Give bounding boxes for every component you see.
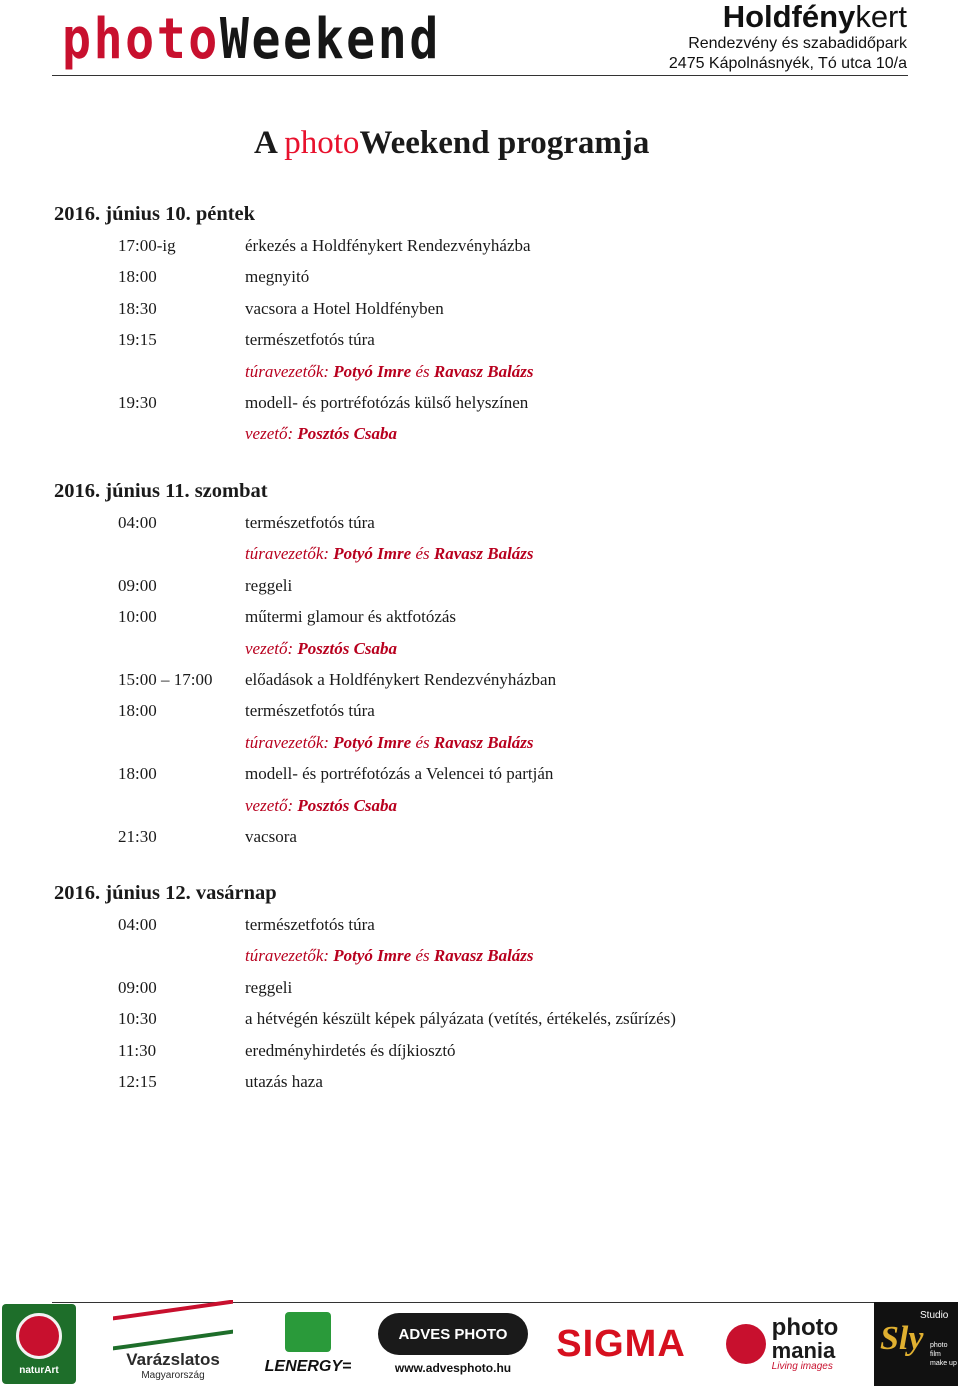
schedule-activity: műtermi glamour és aktfotózás (245, 607, 457, 627)
sponsor-lenergy-logo: LENERGY= (258, 1300, 358, 1388)
venue-tagline: Rendezvény és szabadidőpark (688, 35, 907, 52)
schedule-row (0, 570, 960, 601)
guide-row (0, 356, 960, 387)
guide-name: Posztós Csaba (297, 638, 398, 658)
schedule-activity: érkezés a Holdfénykert Rendezvényházba (245, 236, 531, 255)
sponsor-sigma-logo: SIGMA (556, 1322, 686, 1365)
guide-row (0, 940, 960, 971)
schedule-activity: előadások a Holdfénykert Rendezvényházban (245, 670, 557, 689)
guide-name: Ravasz Balázs (433, 361, 534, 381)
schedule-row (0, 1003, 960, 1034)
schedule-time: 12:15 (118, 1072, 157, 1091)
schedule-row (0, 821, 960, 852)
day-heading: 2016. június 12. vasárnap (54, 882, 277, 904)
schedule-row (0, 601, 960, 632)
venue-name: Holdfénykert (722, 0, 907, 34)
schedule-activity: eredményhirdetés és díjkiosztó (245, 1040, 456, 1060)
guide-label: vezető: (245, 638, 298, 658)
guide-name: Ravasz Balázs (433, 946, 534, 966)
schedule-time: 11:30 (118, 1040, 157, 1060)
schedule-activity: természetfotós túra (245, 330, 375, 350)
schedule-activity: megnyitó (245, 267, 310, 287)
guide-name: Potyó Imre (333, 946, 412, 966)
guide-conjunction: és (411, 544, 434, 564)
guide-label: túravezetők: (245, 544, 334, 564)
schedule-row (0, 507, 960, 538)
guide-row (0, 418, 960, 449)
guide-label: vezető: (245, 424, 298, 444)
schedule-row (0, 909, 960, 940)
schedule-time: 10:30 (118, 1009, 157, 1029)
schedule-row (0, 695, 960, 726)
guide-name: Posztós Csaba (297, 795, 398, 815)
schedule-activity: modell- és portréfotózás külső helyszínen (245, 393, 529, 412)
sponsor-varazslatos-logo: Varázslatos Magyarország (98, 1300, 248, 1388)
guide-conjunction: és (411, 946, 434, 966)
schedule-activity: természetfotós túra (245, 701, 375, 721)
guide-label: túravezetők: (245, 946, 334, 966)
schedule-activity: vacsora (245, 827, 297, 846)
day-heading: 2016. június 11. szombat (54, 480, 268, 502)
schedule-activity: utazás haza (245, 1072, 323, 1091)
schedule-time: 18:00 (118, 701, 157, 721)
day-heading: 2016. június 10. péntek (54, 203, 256, 225)
guide-line (245, 633, 397, 664)
schedule-time: 18:00 (118, 267, 157, 287)
sponsor-advesphoto-logo: ADVES PHOTO www.advesphoto.hu (374, 1300, 532, 1388)
schedule-row (0, 293, 960, 324)
guide-name: Ravasz Balázs (433, 732, 534, 752)
schedule-time: 18:00 (118, 764, 157, 784)
guide-line (245, 418, 397, 449)
schedule-activity: reggeli (245, 575, 293, 595)
schedule-row (0, 387, 960, 418)
guide-name: Ravasz Balázs (433, 544, 534, 564)
schedule-time: 04:00 (118, 513, 157, 532)
sponsor-logos (0, 1300, 960, 1388)
schedule-time: 10:00 (118, 607, 157, 627)
guide-line (245, 538, 534, 569)
sponsor-naturart-logo: naturArt (0, 1300, 78, 1388)
guide-row (0, 538, 960, 569)
venue-info (669, 0, 907, 74)
guide-line (245, 790, 397, 821)
guide-label: túravezetők: (245, 361, 334, 381)
guide-line (245, 727, 534, 758)
schedule-activity: a hétvégén készült képek pályázata (vetítés, értékelés, zsűrízés) (245, 1009, 676, 1029)
guide-name: Posztós Csaba (297, 424, 398, 444)
guide-name: Potyó Imre (333, 361, 412, 381)
schedule-row (0, 1066, 960, 1097)
schedule-row (0, 261, 960, 292)
sponsor-photomania-logo: photo mania Living images (712, 1300, 852, 1388)
guide-row (0, 633, 960, 664)
schedule-time: 15:00 – 17:00 (118, 670, 213, 689)
schedule-activity: természetfotós túra (245, 915, 375, 934)
guide-line (245, 940, 534, 971)
guide-line (245, 356, 534, 387)
schedule-activity: modell- és portréfotózás a Velencei tó partján (245, 764, 554, 784)
schedule-row (0, 972, 960, 1003)
schedule-time: 19:30 (118, 393, 157, 412)
guide-conjunction: és (411, 732, 434, 752)
guide-row (0, 727, 960, 758)
schedule-row (0, 324, 960, 355)
guide-label: vezető: (245, 795, 298, 815)
guide-conjunction: és (411, 361, 434, 381)
guide-name: Potyó Imre (333, 732, 412, 752)
schedule-time: 17:00-ig (118, 236, 176, 255)
schedule-activity: természetfotós túra (245, 513, 375, 532)
schedule-time: 19:15 (118, 330, 157, 350)
schedule-time: 09:00 (118, 575, 157, 595)
guide-label: túravezetők: (245, 732, 334, 752)
venue-address: 2475 Kápolnásnyék, Tó utca 10/a (668, 55, 907, 72)
schedule-row (0, 1035, 960, 1066)
page-title: A photoWeekend programja (254, 125, 650, 161)
schedule-activity: vacsora a Hotel Holdfényben (245, 298, 444, 318)
schedule-time: 09:00 (118, 977, 157, 997)
schedule-row (0, 230, 960, 261)
schedule-row (0, 664, 960, 695)
guide-name: Potyó Imre (333, 544, 412, 564)
header-divider (52, 75, 908, 76)
schedule-time: 18:30 (118, 298, 157, 318)
schedule-time: 04:00 (118, 915, 157, 934)
guide-row (0, 790, 960, 821)
sponsor-slystudio-logo: Sly Studio photo film make up (872, 1300, 960, 1388)
schedule-activity: reggeli (245, 977, 293, 997)
schedule-row (0, 758, 960, 789)
photoweekend-logo: photoWeekend (62, 7, 441, 72)
schedule-time: 21:30 (118, 827, 157, 846)
